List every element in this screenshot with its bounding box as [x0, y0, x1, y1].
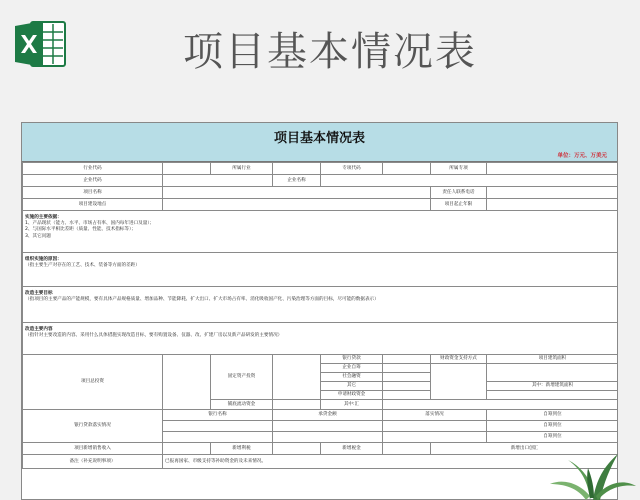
block-line: 3、其它问题: [25, 233, 51, 239]
cell: 专项代码: [321, 163, 383, 175]
cell[interactable]: [163, 432, 273, 443]
content-cell[interactable]: [23, 323, 619, 355]
cell: 项目新增销售收入: [23, 443, 163, 455]
table-row: [23, 253, 619, 287]
cell[interactable]: [273, 355, 321, 400]
cell: 银行贷款: [321, 355, 383, 364]
cell: 落实情况: [383, 410, 487, 421]
target-cell[interactable]: [23, 287, 619, 323]
cell: 承贷金额: [273, 410, 383, 421]
cell: 新增税金: [321, 443, 383, 455]
table-row: [23, 187, 619, 199]
cell[interactable]: [383, 400, 619, 410]
cell[interactable]: [383, 373, 431, 382]
table-row: [23, 211, 619, 253]
block-title: 改造主要目标: [25, 291, 53, 296]
block-line: 2、与国际水平相比差距（质量、性能、技术指标等）；: [25, 227, 136, 233]
cell: 项目建设地点: [23, 199, 163, 211]
plant-decoration-icon: [538, 448, 638, 500]
page-title: 项目基本情况表: [183, 29, 477, 75]
cell: 项目名称: [23, 187, 163, 199]
cell: 银行名称: [163, 410, 273, 421]
excel-logo-icon: [13, 18, 67, 70]
sheet-title: 项目基本情况表: [273, 131, 365, 146]
cell[interactable]: [487, 199, 619, 211]
cell: 财政资金支持方式: [431, 355, 487, 364]
cell: 备注（补充说明事项）: [23, 455, 163, 469]
cell[interactable]: [383, 432, 487, 443]
cell[interactable]: [487, 163, 619, 175]
cell: 项目总投资: [23, 355, 163, 410]
table-row: [23, 287, 619, 323]
cell[interactable]: [383, 443, 431, 455]
cell[interactable]: [163, 443, 211, 455]
cell[interactable]: [487, 187, 619, 199]
block-line: （指针对主要改造的内容、采用什么具体措施实现改造目标，要有购置设备、仪器、改、扩建厂房以及新产品研发的主要情况）: [25, 333, 283, 339]
unit-label: 单位：万元、万美元: [557, 153, 607, 159]
cell[interactable]: [163, 199, 431, 211]
cell: 所属行业: [211, 163, 273, 175]
table-row: [23, 163, 619, 175]
spreadsheet: [21, 122, 618, 500]
cell: 自筹到位: [487, 421, 619, 432]
cell[interactable]: [273, 421, 383, 432]
cell[interactable]: [163, 421, 273, 432]
cell[interactable]: [163, 355, 211, 410]
cell: 行业代码: [23, 163, 163, 175]
cell[interactable]: [487, 391, 619, 400]
cell[interactable]: [383, 364, 431, 373]
basis-cell[interactable]: [23, 211, 619, 253]
cell[interactable]: [273, 432, 383, 443]
cell: 固定资产投资: [211, 355, 273, 400]
cell[interactable]: [383, 382, 431, 391]
cell[interactable]: [273, 400, 321, 410]
block-line: 1、产品现状（能力、水平、市场占有率、国内每年进口及量）；: [25, 221, 155, 227]
cell[interactable]: [163, 163, 211, 175]
block-title: 实施的主要依据：: [25, 215, 62, 220]
block-line: （指项目的主要产品的产能规模，要有具体产品规格质量、增加品种、节能降耗、扩大出口、扩大市场占有率、消化吸收国产化、污染治理等方面的目标，尽可能的数据表示）: [25, 297, 379, 303]
block-title: 组织实施的原因：: [25, 257, 62, 262]
cell: 企业自筹: [321, 364, 383, 373]
sheet-header: [22, 123, 617, 162]
block-title: 改造主要内容: [25, 327, 53, 332]
table-row: [23, 355, 619, 364]
cell: 新增利税: [211, 443, 273, 455]
cell[interactable]: [383, 391, 431, 400]
remark-cell[interactable]: 已报再国家、市级支持等补助资金的及未来情况。: [163, 455, 619, 469]
table-row: [23, 323, 619, 355]
cell: 申请财政资金: [321, 391, 383, 400]
cell[interactable]: [487, 364, 619, 382]
cell: 其它: [321, 382, 383, 391]
info-table: [22, 162, 618, 469]
cell: 铺底流动资金: [211, 400, 273, 410]
cell[interactable]: [383, 163, 431, 175]
table-row: [23, 175, 619, 187]
cell[interactable]: [273, 443, 321, 455]
cell[interactable]: [383, 421, 487, 432]
cell: 社会融资: [321, 373, 383, 382]
cell: 企业名称: [273, 175, 321, 187]
cell: 企业代码: [23, 175, 163, 187]
cell[interactable]: [273, 163, 321, 175]
cell: 新增出口创汇: [431, 443, 619, 455]
table-row: [23, 410, 619, 421]
cell: 自筹到位: [487, 432, 619, 443]
cell: 责任人联系电话: [431, 187, 487, 199]
cell[interactable]: [431, 364, 487, 400]
cell[interactable]: [163, 175, 273, 187]
reason-cell[interactable]: [23, 253, 619, 287]
cell: 其中：新增建筑面积: [487, 382, 619, 391]
cell: 自筹到位: [487, 410, 619, 421]
cell[interactable]: [321, 175, 619, 187]
cell: 其中:汇: [321, 400, 383, 410]
cell: 项目建筑面积: [487, 355, 619, 364]
cell[interactable]: [383, 355, 431, 364]
cell: 所属专项: [431, 163, 487, 175]
block-line: （指主要生产对存在的工艺、技术、装备等方面的差距）: [25, 263, 140, 269]
table-row: [23, 455, 619, 469]
table-row: [23, 199, 619, 211]
cell[interactable]: [163, 187, 431, 199]
cell: 项目起止年限: [431, 199, 487, 211]
table-row: [23, 443, 619, 455]
cell: 银行贷款落实情况: [23, 410, 163, 443]
